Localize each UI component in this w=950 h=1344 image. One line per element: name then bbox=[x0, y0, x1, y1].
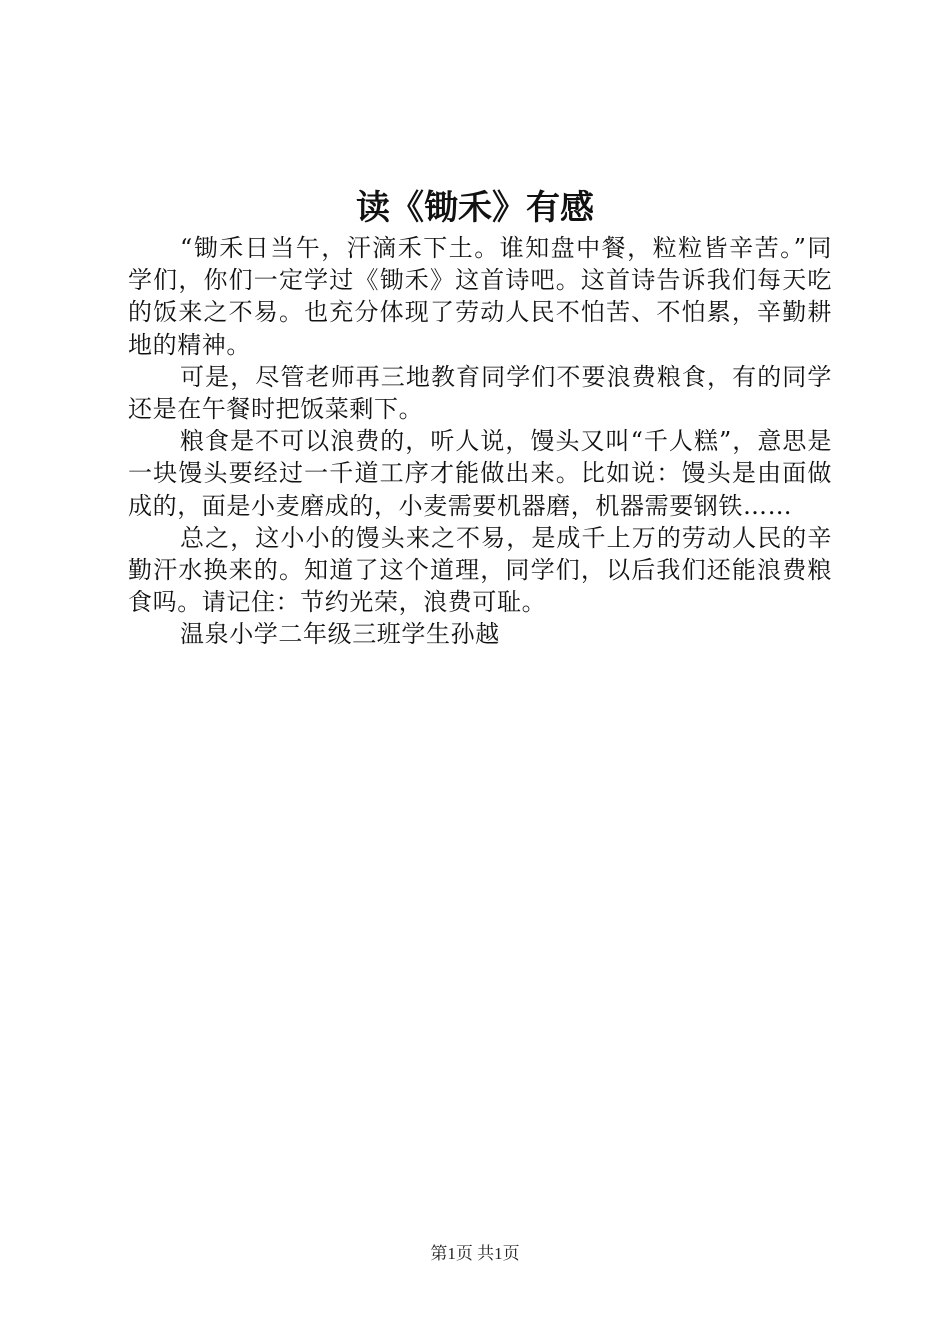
paragraph-1: “锄禾日当午，汗滴禾下土。谁知盘中餐，粒粒皆辛苦。”同学们，你们一定学过《锄禾》这首诗吧。这首诗告诉我们每天吃的饭来之不易。也充分体现了劳动人民不怕苦、不怕累，辛勤耕地的精神。 bbox=[128, 234, 832, 359]
author-signature: 温泉小学二年级三班学生孙越 bbox=[180, 620, 500, 649]
paragraph-3: 粮食是不可以浪费的，听人说，馒头又叫“千人糕”，意思是一块馒头要经过一千道工序才能做出来。比如说：馒头是由面做成的，面是小麦磨成的，小麦需要机器磨，机器需要钢铁…… bbox=[128, 427, 832, 520]
page-footer: 第1页 共1页 bbox=[430, 1244, 520, 1263]
document-title: 读《锄禾》有感 bbox=[356, 188, 594, 228]
paragraph-4: 总之，这小小的馒头来之不易，是成千上万的劳动人民的辛勤汗水换来的。知道了这个道理，同学们，以后我们还能浪费粮食吗。请记住：节约光荣，浪费可耻。 bbox=[128, 523, 832, 617]
paragraph-2: 可是，尽管老师再三地教育同学们不要浪费粮食，有的同学还是在午餐时把饭菜剩下。 bbox=[128, 362, 832, 424]
document-body bbox=[128, 232, 832, 651]
